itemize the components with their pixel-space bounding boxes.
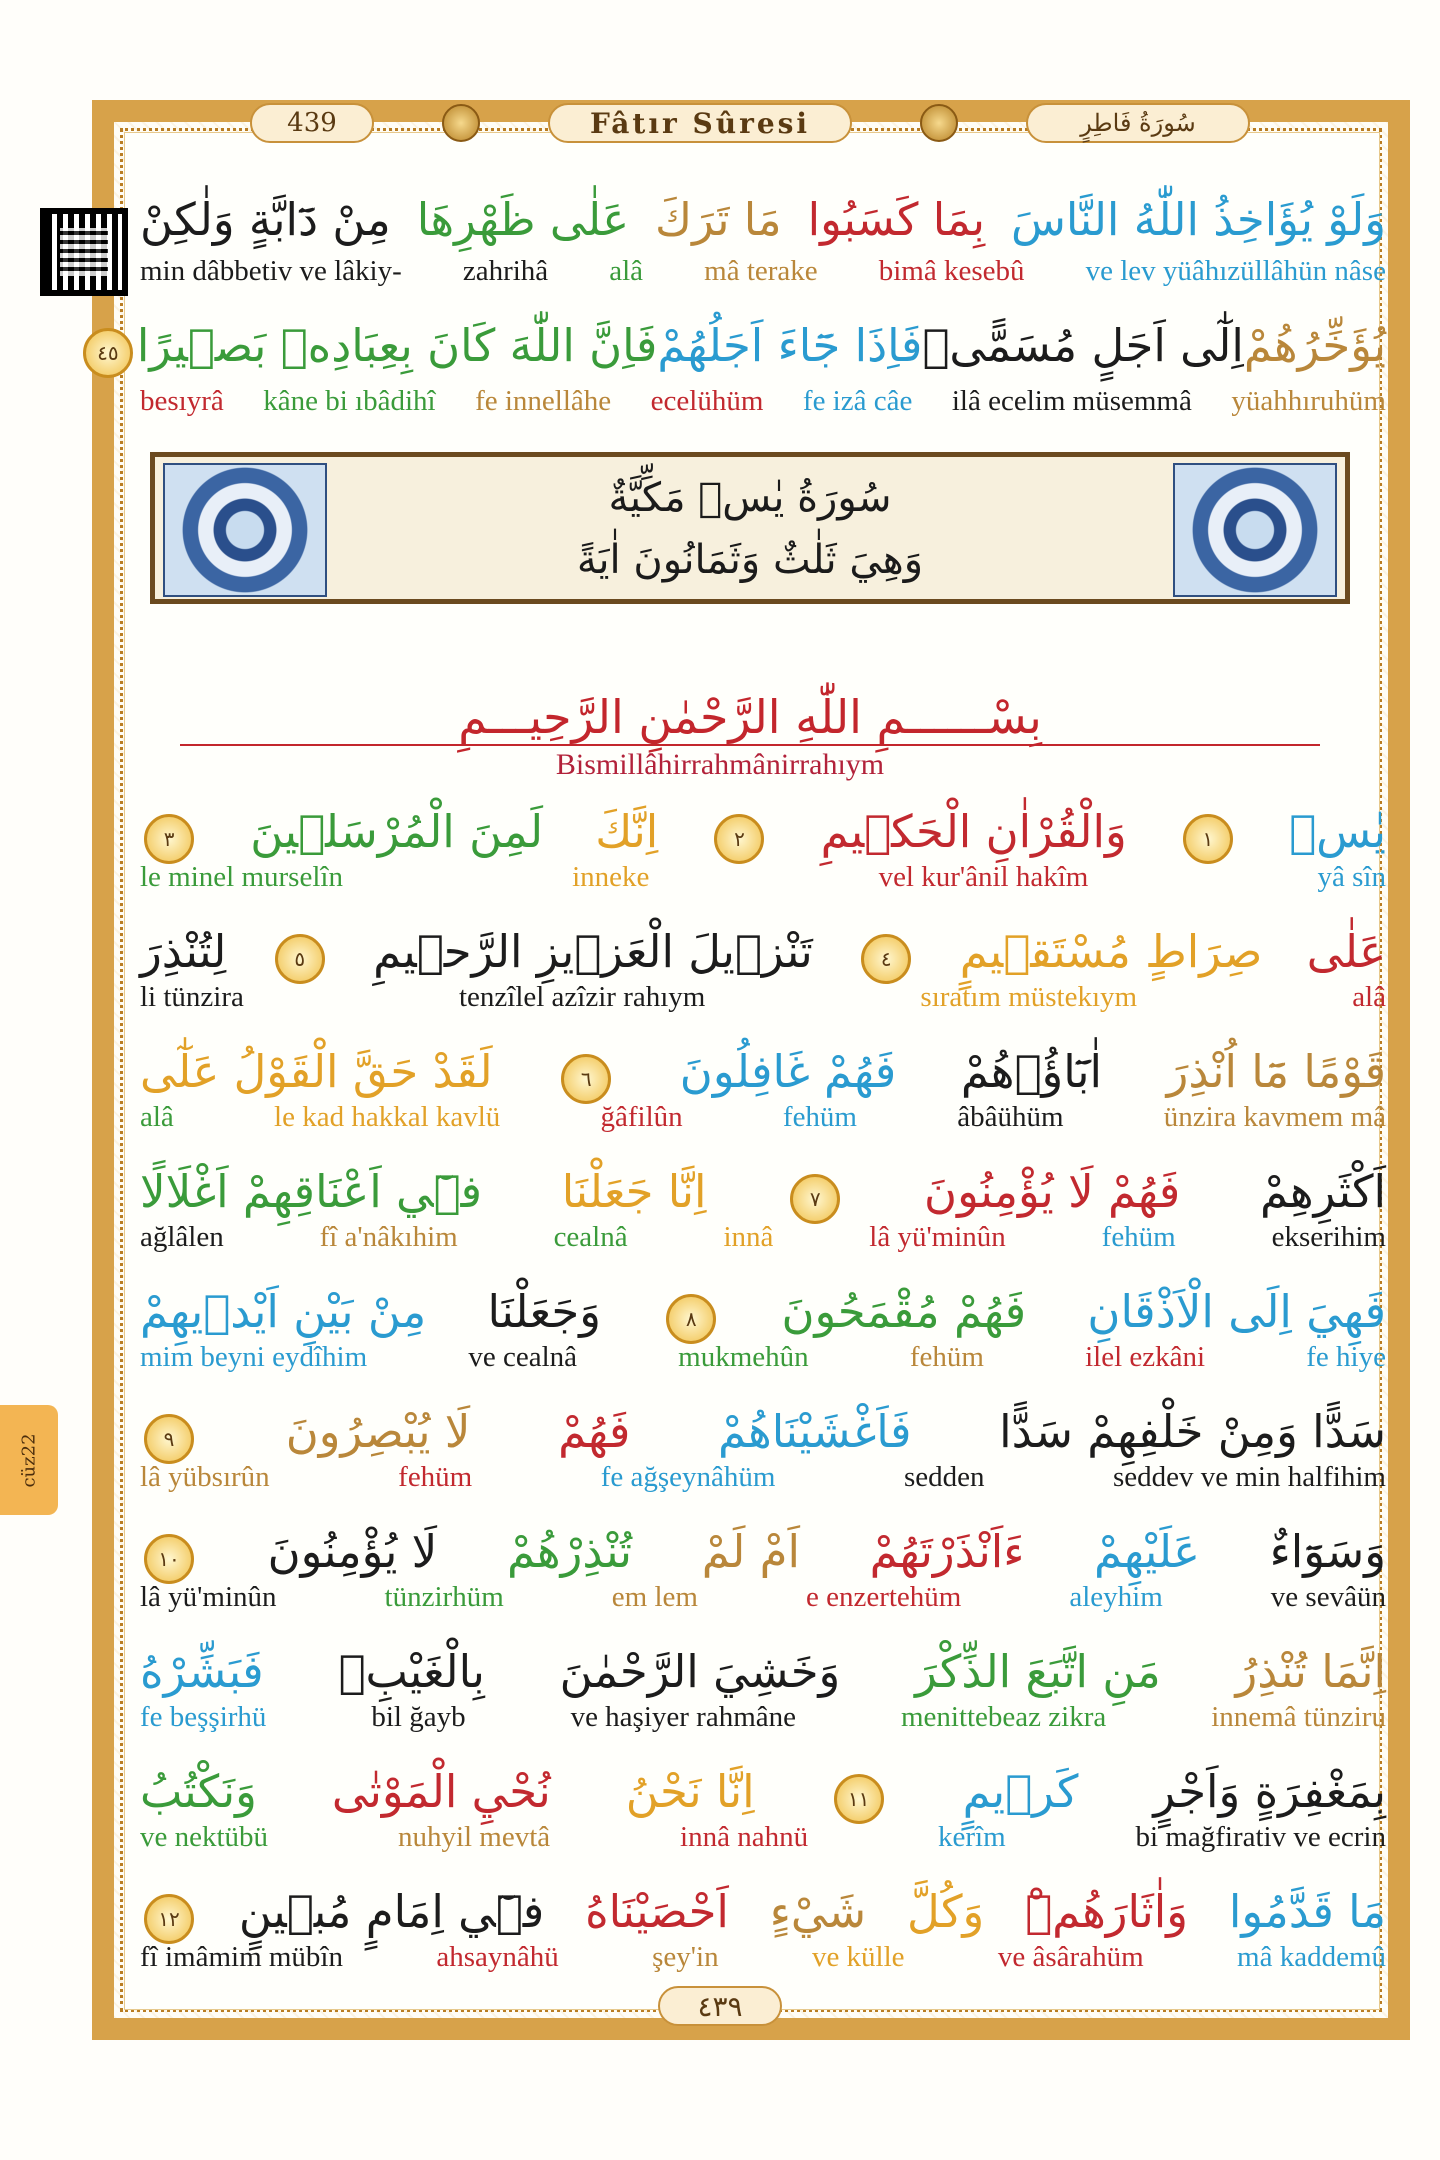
arabic-segment: مِنْ بَيْنِ اَيْد۪يهِمْ [140,1285,427,1338]
translit-segment: fehüm [909,1341,984,1373]
translit-segment: ekserihim [1271,1221,1386,1253]
ayah-marker: ١٠ [144,1534,194,1584]
translit-segment: inneke [572,861,650,893]
arabic-segment: فَهُمْ [558,1405,631,1458]
ayah-marker: ٥ [275,934,325,984]
transliteration-line [140,252,1386,288]
ayah-marker: ٣ [144,814,194,864]
arabic-segment: كَر۪يمٍ [962,1765,1079,1818]
arabic-segment: اِنَّكَ [595,805,659,858]
arabic-segment: فَهِيَ اِلَى الْاَذْقَانِ [1087,1285,1386,1338]
arabic-segment: وَالْقُرْاٰنِ الْحَك۪يمِ [820,805,1127,858]
translit-segment: aleyhim [1069,1581,1163,1613]
translit-segment: e enzertehüm [805,1581,962,1613]
translit-segment: seddev ve min halfihim [1112,1461,1386,1493]
ornament-icon [442,104,480,142]
arabic-segment: وَجَعَلْنَا [487,1285,601,1338]
translit-segment: innemâ tünziru [1211,1701,1386,1733]
arabic-segment: وَلَوْ يُؤَاخِذُ اللّٰهُ النَّاسَ [1011,193,1386,246]
translit-segment: kerîm [937,1821,1006,1853]
arabic-segment: اَمْ لَمْ [701,1525,801,1578]
arabic-line [140,1638,1386,1704]
translit-segment: fî imâmim mübîn [140,1941,343,1973]
translit-segment: mukmehûn [678,1341,809,1373]
translit-segment: kâne bi ıbâdihî [263,385,436,417]
translit-segment: ve nektübü [140,1821,269,1853]
translit-segment: mim beyni eydîhim [140,1341,368,1373]
arabic-segment: تُنْذِرْهُمْ [506,1525,633,1578]
arabic-segment: ف۪ٓي اِمَامٍ مُب۪ينٍ [238,1885,545,1938]
arabic-segment: اِنَّا جَعَلْنَا [561,1165,707,1218]
banner-text [335,467,1165,591]
arabic-segment: نُحْيِ الْمَوْتٰى [331,1765,551,1818]
ayah-marker: ٩ [144,1414,194,1464]
bismillah-translit: Bismillâhirrahmânirrahıym [555,748,885,781]
transliteration-line [140,1938,1386,1974]
arabic-segment: وَسَوَٓاءٌ [1269,1525,1386,1578]
translit-segment: ve âsârahüm [997,1941,1144,1973]
bismillah-arabic: بِسْــــــمِ اللّٰهِ الرَّحْمٰنِ الرَّحِيـــمِ [458,690,1042,744]
translit-segment: menittebeaz zikra [900,1701,1107,1733]
footer-bar [0,1986,1440,2026]
translit-segment: tünzirhüm [384,1581,504,1613]
arabic-segment: اِنَّا نَحْنُ [625,1765,755,1818]
translit-segment: mâ kaddemû [1237,1941,1386,1973]
translit-segment: ahsaynâhü [436,1941,559,1973]
ayah-marker: ١ [1183,814,1233,864]
arabic-segment: اِنَّمَا تُنْذِرُ [1235,1645,1386,1698]
translit-segment: nuhyil mevtâ [397,1821,551,1853]
translit-segment: ve külle [811,1941,905,1973]
arabic-segment: فَهُمْ مُقْمَحُونَ [781,1285,1027,1338]
arabic-segment: فَاِنَّ اللّٰهَ كَانَ بِعِبَادِه۪ بَص۪يرًا [136,319,658,372]
arabic-segment: لَا يُؤْمِنُونَ [267,1525,438,1578]
translit-segment: yâ sîn [1317,861,1386,893]
arabic-line [140,1158,1386,1224]
translit-segment: fe hiye [1306,1341,1386,1373]
arabic-segment: شَيْءٍ [769,1885,867,1938]
translit-segment: ilâ ecelim müsemmâ [951,385,1192,417]
arabic-segment: بِالْغَيْبِۚ [338,1645,485,1698]
translit-segment: ve lev yüâhızüllâhün nâse [1085,255,1386,287]
ayah-marker: ٦ [561,1054,611,1104]
translit-segment: mâ terake [704,255,818,287]
translit-segment: tenzîlel azîzir rahıym [458,981,706,1013]
arabic-line [140,1278,1386,1344]
juz-label: cüz22 [18,1432,40,1488]
ayah-marker: ٨ [666,1294,716,1344]
translit-segment: ecelühüm [650,385,764,417]
arabic-segment: اَحْصَيْنَاهُ [585,1885,729,1938]
translit-segment: fehüm [398,1461,473,1493]
translit-segment: lâ yü'minûn [140,1581,277,1613]
arabic-segment: مِنْ دَٓابَّةٍ وَلٰكِنْ [140,193,391,246]
arabic-segment: يُؤَخِّرُهُمْ [1243,319,1386,372]
arabic-line [140,1398,1386,1464]
transliteration-line [140,1458,1386,1494]
tile-ornament-icon [1173,463,1337,597]
translit-segment: bi mağfirativ ve ecrin [1135,1821,1386,1853]
qr-code-icon[interactable] [40,208,128,296]
arabic-segment: ءَاَنْذَرْتَهُمْ [869,1525,1025,1578]
arabic-segment: فَبَشِّرْهُ [140,1645,264,1698]
translit-segment: le kad hakkal kavlü [274,1101,501,1133]
arabic-segment: قَوْمًا مَٓا اُنْذِرَ [1166,1045,1386,1098]
arabic-segment: اَكْثَرِهِمْ [1259,1165,1386,1218]
page-number-arabic: ٤٣٩ [658,1986,782,2026]
translit-segment: ve haşiyer rahmâne [570,1701,797,1733]
translit-segment: vel kur'ânil hakîm [878,861,1089,893]
translit-segment: zahrihâ [462,255,549,287]
translit-segment: ve cealnâ [468,1341,577,1373]
arabic-segment: مَنِ اتَّبَعَ الذِّكْرَ [915,1645,1161,1698]
translit-segment: ve sevâün [1270,1581,1386,1613]
arabic-segment: عَلٰى ظَهْرِهَا [416,193,630,246]
arabic-segment: يٰسۤ [1289,805,1386,858]
arabic-line [140,186,1386,252]
arabic-segment: فَهُمْ لَا يُؤْمِنُونَ [924,1165,1181,1218]
arabic-segment: لَقَدْ حَقَّ الْقَوْلُ عَلٰٓى [140,1045,493,1098]
ornament-icon [920,104,958,142]
transliteration-line [140,1338,1386,1374]
translit-segment: innâ [723,1221,774,1253]
translit-segment: sıratım müstekıym [920,981,1138,1013]
arabic-segment: فَاِذَا جَٓاءَ اَجَلُهُمْ [657,319,923,372]
tile-ornament-icon [163,463,327,597]
arabic-segment: مَا تَرَكَ [655,193,782,246]
translit-segment: fe izâ câe [802,385,913,417]
arabic-line [97,312,1386,378]
transliteration-line [140,1818,1386,1854]
arabic-segment: وَنَكْتُبُ [140,1765,257,1818]
arabic-line [140,1758,1386,1824]
arabic-line [140,1518,1386,1584]
translit-segment: ünzira kavmem mâ [1163,1101,1386,1133]
translit-segment: sedden [903,1461,985,1493]
translit-segment: alâ [609,255,644,287]
ayah-marker: ٤ [861,934,911,984]
surah-title: Fâtır Sûresi [548,103,852,143]
surah-title-arabic: سُورَةُ فَاطِرٍ [1026,103,1250,143]
arabic-segment: اٰبَٓاؤُ۬هُمْ [960,1045,1103,1098]
translit-segment: fe innellâhe [475,385,612,417]
arabic-segment: عَلَيْهِمْ [1094,1525,1201,1578]
translit-segment: şey'in [652,1941,719,1973]
arabic-segment: لِتُنْذِرَ [140,925,227,978]
transliteration-line [140,1218,1386,1254]
translit-segment: min dâbbetiv ve lâkiy- [140,255,402,287]
arabic-segment: تَنْز۪يلَ الْعَز۪يزِ الرَّح۪يمِ [373,925,813,978]
transliteration-line [140,1698,1386,1734]
translit-segment: âbâühüm [957,1101,1064,1133]
bismillah-underline [180,744,1320,746]
translit-segment: le minel murselîn [140,861,343,893]
arabic-segment: مَا قَدَّمُوا [1228,1885,1386,1938]
arabic-segment: وَكُلَّ [907,1885,985,1938]
translit-segment: bil ğayb [371,1701,466,1733]
ayah-marker: ٢ [714,814,764,864]
translit-segment: bimâ kesebû [878,255,1025,287]
translit-segment: cealnâ [553,1221,628,1253]
translit-segment: ilel ezkâni [1085,1341,1206,1373]
arabic-line [140,1878,1386,1944]
ayah-marker: ٤٥ [83,328,133,378]
transliteration-line [140,858,1386,894]
translit-segment: li tünzira [140,981,244,1013]
translit-segment: ağlâlen [140,1221,224,1253]
translit-segment: em lem [611,1581,698,1613]
surah-banner [150,452,1350,604]
arabic-segment: عَلٰى [1306,925,1386,978]
arabic-segment: لَمِنَ الْمُرْسَل۪ينَ [250,805,544,858]
arabic-segment: صِرَاطٍ مُسْتَق۪يمٍ [959,925,1263,978]
translit-segment: alâ [1352,981,1386,1013]
translit-segment: ğâfilûn [600,1101,683,1133]
arabic-segment: سَدًّا وَمِنْ خَلْفِهِمْ سَدًّا [999,1405,1386,1458]
arabic-segment: وَاٰثَارَهُمْۜ [1025,1885,1189,1938]
arabic-line [140,918,1386,984]
transliteration-line [140,1578,1386,1614]
arabic-line [140,798,1386,864]
translit-segment: lâ yübsırûn [140,1461,270,1493]
ayah-marker: ١١ [834,1774,884,1824]
header-bar [250,98,1250,148]
translit-segment: lâ yü'minûn [869,1221,1006,1253]
translit-segment: fe ağşeynâhüm [600,1461,776,1493]
translit-segment: fî a'nâkıhim [319,1221,458,1253]
translit-segment: alâ [140,1101,174,1133]
arabic-segment: فَهُمْ غَافِلُونَ [679,1045,897,1098]
arabic-segment: لَا يُبْصِرُونَ [285,1405,471,1458]
transliteration-line [140,382,1386,418]
arabic-segment: بِمَا كَسَبُوا [807,193,986,246]
translit-segment: yüahhıruhüm [1231,385,1386,417]
translit-segment: besıyrâ [140,385,224,417]
arabic-segment: ف۪ٓي اَعْنَاقِهِمْ اَغْلَالًا [140,1165,483,1218]
ayah-marker: ١٢ [144,1894,194,1944]
transliteration-line [140,1098,1386,1134]
arabic-line [140,1038,1386,1104]
translit-segment: fehüm [782,1101,857,1133]
ayah-marker: ٧ [790,1174,840,1224]
page-number: 439 [250,103,374,143]
arabic-segment: بِمَغْفِرَةٍ وَاَجْرٍ [1153,1765,1386,1818]
translit-segment: innâ nahnü [680,1821,809,1853]
transliteration-line [140,978,1386,1014]
juz-side-tab[interactable] [0,1405,58,1515]
translit-segment: fehüm [1101,1221,1176,1253]
banner-line-1: سُورَةُ يٰسۤ مَكِّيَّةٌ [608,475,892,521]
arabic-segment: فَاَغْشَيْنَاهُمْ [718,1405,912,1458]
arabic-segment: اِلٰٓى اَجَلٍ مُسَمًّىۚ [922,319,1244,372]
banner-line-2: وَهِيَ ثَلٰثٌ وَثَمَانُونَ اٰيَةً [576,537,924,583]
arabic-segment: وَخَشِيَ الرَّحْمٰنَ [559,1645,841,1698]
translit-segment: fe beşşirhü [140,1701,267,1733]
